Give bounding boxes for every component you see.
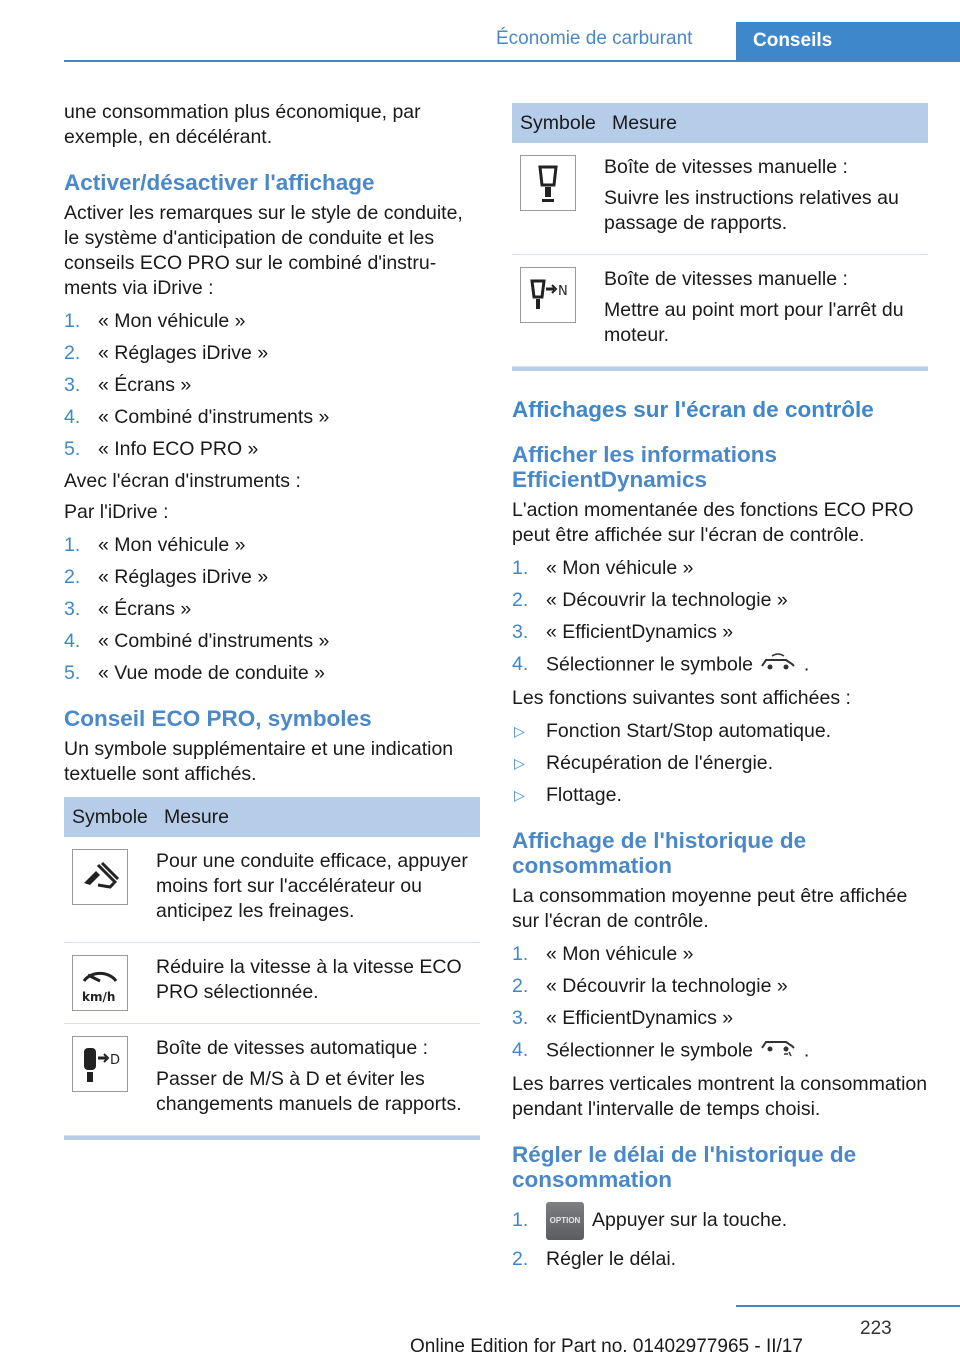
page-header [0, 0, 960, 62]
speed-kmh-icon [72, 955, 128, 1011]
list-item: 3. « Écrans » [64, 598, 192, 620]
table-row [512, 255, 928, 367]
list-item: 3. « EfficientDynamics » [512, 1007, 734, 1029]
symbols-table-right [512, 103, 928, 367]
table-row [512, 143, 928, 255]
list-item: 1. « Mon véhicule » [64, 534, 246, 556]
functions-list [512, 719, 928, 808]
steps-list-1 [64, 309, 480, 462]
measure-text: Pour une conduite efficace, appuyer moins fort sur l'accélérateur ou anticipez les freinages. [156, 850, 468, 922]
list-item: 4. « Combiné d'instruments » [64, 630, 330, 652]
list-item: 4. « Combiné d'instruments » [64, 406, 330, 428]
intro-text: une consommation plus économique, par exemple, en décélérant. [64, 101, 421, 148]
manual-gear-neutral-icon [520, 267, 576, 323]
heading-activate: Activer/désactiver l'affichage [64, 170, 375, 195]
table-row [64, 1024, 480, 1136]
pedal-foot-icon [72, 849, 128, 905]
list-item: 5. « Vue mode de conduite » [64, 662, 325, 684]
car-history-icon [758, 1038, 798, 1065]
list-item: 3. « EfficientDynamics » [512, 621, 734, 643]
history-text: La consommation moyenne peut être affichée sur l'écran de contrôle. [512, 885, 908, 932]
measure-text: Suivre les instructions relatives au passage de rapports. [604, 187, 899, 234]
steps-list-4 [512, 942, 928, 1065]
measure-text: Passer de M/S à D et éviter les changements manuels de rapports. [156, 1068, 462, 1115]
steps-list-5 [512, 1200, 928, 1272]
table-row [64, 943, 480, 1024]
table-header-measure: Mesure [156, 797, 480, 837]
list-item: ▷ Récupération de l'énergie. [514, 752, 774, 774]
edition-text: Online Edition for Part no. 01402977965 - II/17 [410, 1336, 803, 1357]
list-item: ▷ Flottage. [514, 784, 622, 806]
right-column [512, 100, 928, 1279]
heading-history: Affichage de l'historique de consommation [512, 828, 807, 878]
svg-text:km/h: km/h [82, 990, 116, 1004]
list-item: 2. Régler le délai. [512, 1248, 677, 1270]
symbols-table-left [64, 797, 480, 1136]
svg-text:D: D [110, 1053, 121, 1068]
list-item: 1. « Mon véhicule » [64, 310, 246, 332]
header-section-title: Économie de carburant [496, 28, 693, 49]
list-item: 1. « Mon véhicule » [512, 557, 694, 579]
by-idrive-text: Par l'iDrive : [64, 501, 169, 523]
heading-delay: Régler le délai de l'historique de consommation [512, 1142, 857, 1192]
with-screen-text: Avec l'écran d'instruments : [64, 470, 301, 492]
header-tab-conseils[interactable]: Conseils [736, 22, 960, 62]
gear-shift-d-icon [72, 1036, 128, 1092]
table-header-symbol: Symbole [64, 797, 156, 837]
list-item: 2. « Découvrir la technologie » [512, 975, 788, 997]
left-column [64, 100, 480, 1140]
steps-list-2 [64, 533, 480, 686]
heading-symbols: Conseil ECO PRO, symboles [64, 706, 372, 731]
list-item: 1. OPTION Appuyer sur la touche. [512, 1200, 928, 1240]
table-header-symbol: Symbole [512, 103, 604, 143]
functions-text: Les fonctions suivantes sont affichées : [512, 687, 851, 709]
list-item: 5. « Info ECO PRO » [64, 438, 259, 460]
list-item: 2. « Découvrir la technologie » [512, 589, 788, 611]
bars-text: Les barres verticales montrent la consommation pendant l'intervalle de temps choisi. [512, 1073, 928, 1120]
page-number: 223 [860, 1318, 892, 1339]
table-end-bar [512, 367, 928, 371]
svg-text:N: N [558, 284, 568, 299]
list-item: ▷ Fonction Start/Stop automatique. [514, 720, 832, 742]
list-item: 1. « Mon véhicule » [512, 943, 694, 965]
activate-text: Activer les remarques sur le style de conduite, le système d'anticipation de conduite et les conseils ECO PRO sur le combiné d'instruments via iDrive : [64, 202, 463, 299]
table-end-bar [64, 1136, 480, 1140]
table-row [64, 837, 480, 943]
measure-text: Boîte de vitesses automatique : [156, 1037, 429, 1059]
steps-list-3 [512, 556, 928, 679]
symbols-text: Un symbole supplémentaire et une indication textuelle sont affichés. [64, 738, 454, 785]
measure-text: Mettre au point mort pour l'arrêt du moteur. [604, 299, 904, 346]
heading-info: Afficher les informations EfficientDynamics [512, 442, 778, 492]
manual-gear-icon [520, 155, 576, 211]
info-text: L'action momentanée des fonctions ECO PRO peut être affichée sur l'écran de contrôle. [512, 499, 914, 546]
list-item: 4. Sélectionner le symbole . [512, 652, 928, 679]
list-item: 2. « Réglages iDrive » [64, 566, 269, 588]
table-header-measure: Mesure [604, 103, 928, 143]
measure-text: Boîte de vitesses manuelle : [604, 268, 848, 290]
header-divider [64, 60, 736, 62]
measure-text: Réduire la vitesse à la vitesse ECO PRO sélectionnée. [156, 956, 462, 1003]
footer-divider [736, 1305, 960, 1307]
list-item: 2. « Réglages iDrive » [64, 342, 269, 364]
list-item: 4. Sélectionner le symbole . [512, 1038, 928, 1065]
list-item: 3. « Écrans » [64, 374, 192, 396]
measure-text: Boîte de vitesses manuelle : [604, 156, 848, 178]
option-button-icon[interactable]: OPTION [546, 1202, 584, 1240]
heading-control-screen: Affichages sur l'écran de contrôle [512, 397, 874, 422]
car-efficiency-icon [758, 652, 798, 679]
